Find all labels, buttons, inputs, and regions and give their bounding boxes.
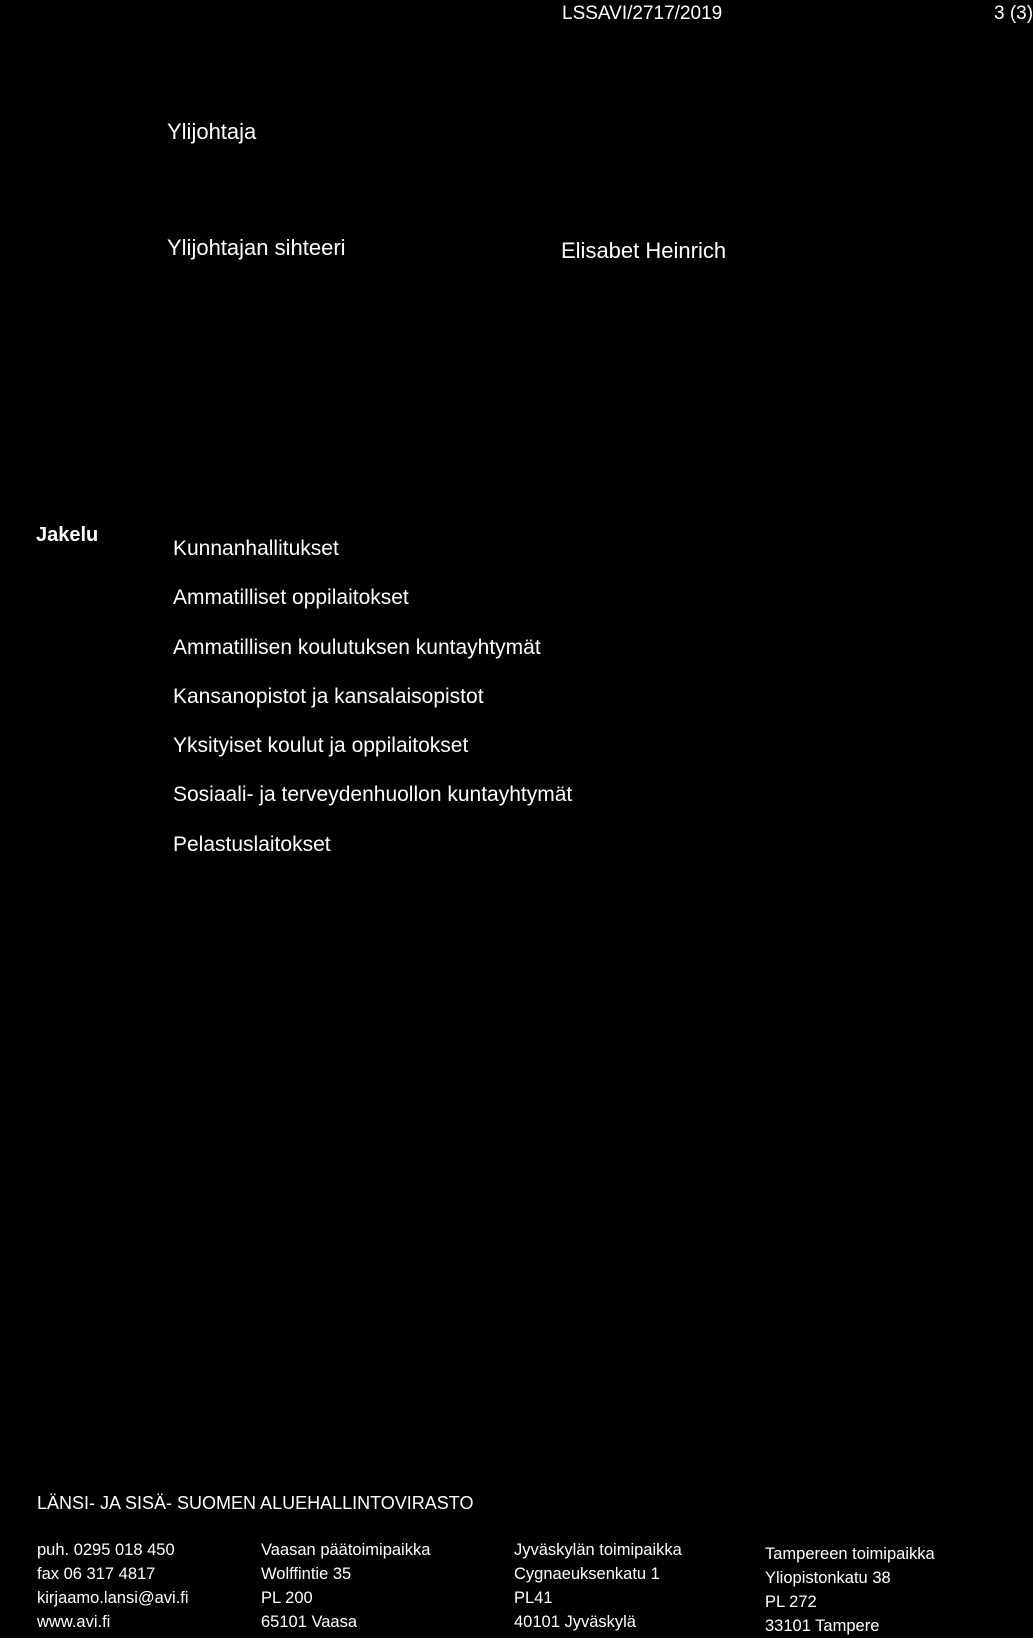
distribution-item: Sosiaali- ja terveydenhuollon kuntayhtymät: [173, 783, 573, 807]
distribution-item: Ammatillisen koulutuksen kuntayhtymät: [173, 635, 541, 659]
footer-fax: fax 06 317 4817: [37, 1565, 156, 1583]
office-po-box: PL 272: [765, 1593, 817, 1611]
distribution-item: Ammatilliset oppilaitokset: [173, 586, 409, 610]
footer-office-vaasa: [261, 1538, 430, 1634]
office-city: 40101 Jyväskylä: [514, 1613, 636, 1631]
signature-name-secretary: Elisabet Heinrich: [561, 238, 727, 263]
footer-phone: puh. 0295 018 450: [37, 1541, 175, 1559]
office-name: Vaasan päätoimipaikka: [261, 1541, 431, 1559]
distribution-item: Kunnanhallitukset: [173, 537, 339, 560]
distribution-item: Kansanopistot ja kansalaisopistot: [173, 684, 484, 708]
office-city: 33101 Tampere: [765, 1617, 880, 1635]
distribution-item: Pelastuslaitokset: [173, 832, 331, 856]
office-po-box: PL 200: [261, 1589, 313, 1607]
document-number: LSSAVI/2717/2019: [562, 3, 723, 24]
footer-office-jyvaskyla: [514, 1538, 682, 1634]
footer-office-tampere: [765, 1542, 935, 1638]
office-name: Jyväskylän toimipaikka: [514, 1541, 682, 1559]
distribution-list: [173, 524, 572, 869]
footer-org-name: LÄNSI- JA SISÄ- SUOMEN ALUEHALLINTOVIRASTO: [37, 1493, 474, 1513]
footer-email-link[interactable]: kirjaamo.lansi@avi.fi: [37, 1589, 189, 1607]
office-po-box: PL41: [514, 1589, 553, 1607]
office-city: 65101 Vaasa: [261, 1613, 358, 1631]
distribution-label: Jakelu: [36, 524, 99, 546]
signature-title-director: Ylijohtaja: [167, 119, 257, 144]
footer-contact: [37, 1538, 189, 1634]
signature-title-secretary: Ylijohtajan sihteeri: [167, 235, 346, 260]
distribution-item: Yksityiset koulut ja oppilaitokset: [173, 734, 469, 758]
footer-web-link[interactable]: www.avi.fi: [37, 1613, 111, 1631]
office-street: Yliopistonkatu 38: [765, 1569, 891, 1587]
page-number: 3 (3): [994, 3, 1033, 24]
office-name: Tampereen toimipaikka: [765, 1545, 935, 1563]
office-street: Wolffintie 35: [261, 1565, 352, 1583]
office-street: Cygnaeuksenkatu 1: [514, 1565, 660, 1583]
